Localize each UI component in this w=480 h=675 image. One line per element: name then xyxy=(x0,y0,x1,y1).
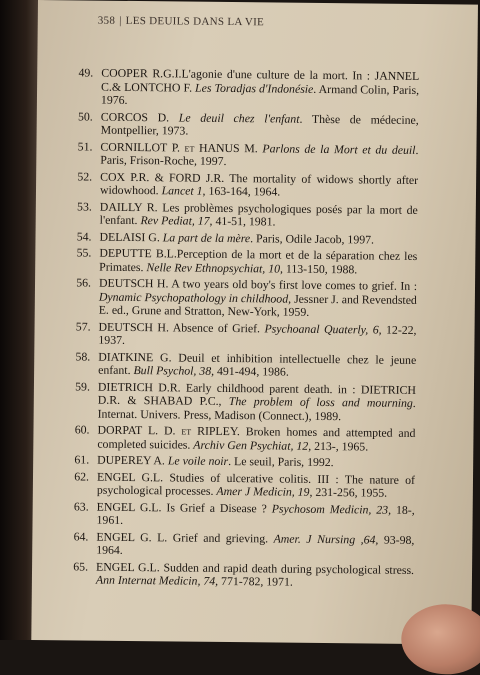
reference-details: , 93-98, 1964. xyxy=(96,532,415,557)
reference-author: DIETRICH D.R. xyxy=(97,379,181,395)
reference-text: Broken homes and attempted and completed suicides. xyxy=(97,424,416,452)
reference-details: . Internat. Univers. Press, Madison (Connect.), 1989. xyxy=(97,395,416,423)
reference-details: , 12-22, 1937. xyxy=(98,322,417,347)
reference-text: L'agonie d'une culture de la mort. In : JANNEL C.& LONTCHO F. xyxy=(101,66,420,95)
reference-details: , 491-494, 1986. xyxy=(211,363,289,379)
reference-text: Is Grief a Disease ? xyxy=(161,499,272,515)
reference-author: ENGEL G.L. xyxy=(96,559,160,574)
reference-number: 55. xyxy=(76,245,92,260)
reference-text xyxy=(169,110,179,124)
reference-author: DEUTSCH H. xyxy=(98,275,169,291)
reference-details: . Armand Colin, Paris, 1976. xyxy=(100,81,420,107)
reference-number: 53. xyxy=(77,198,92,214)
reference-entry xyxy=(76,228,417,247)
reference-text: Absence of Grief. xyxy=(168,319,265,335)
reference-entry xyxy=(74,468,416,500)
reference-italic: Bull Psychol, 38 xyxy=(133,363,212,378)
book-page xyxy=(31,0,478,645)
reference-number: 54. xyxy=(76,228,92,244)
reference-entry xyxy=(73,558,415,590)
reference-author: DELAISI G. xyxy=(99,229,160,244)
reference-number: 57. xyxy=(75,318,91,334)
reference-entry xyxy=(75,348,417,380)
running-title: LES DEUILS DANS LA VIE xyxy=(125,14,265,29)
reference-italic: Rev Pediat, 17 xyxy=(140,213,210,228)
reference-italic: Le deuil chez l'enfant xyxy=(178,109,300,126)
reference-author: DORPAT L. D. et RIPLEY. xyxy=(97,422,240,439)
reference-author: DAILLY R. xyxy=(99,199,158,214)
reference-number: 56. xyxy=(76,275,92,290)
reference-author: ENGEL G.L. xyxy=(96,469,164,484)
reference-author: CORCOS D. xyxy=(100,109,170,124)
reference-author: DEUTSCH H. xyxy=(98,319,170,334)
reference-italic: Ann Internat Medicin, 74 xyxy=(95,572,216,588)
reference-entry xyxy=(75,378,417,424)
reference-entry xyxy=(73,528,415,560)
reference-number: 64. xyxy=(73,528,89,544)
reference-number: 51. xyxy=(77,138,93,154)
reference-entry xyxy=(76,245,418,277)
reference-number: 63. xyxy=(73,498,89,514)
reference-author: ENGEL G. L. xyxy=(96,529,168,544)
reference-number: 58. xyxy=(75,348,91,364)
reference-number: 61. xyxy=(74,452,90,467)
reference-author: COOPER R.G.I. xyxy=(101,65,182,81)
reference-details: , 18-, 1961. xyxy=(96,502,415,527)
bibliography-list xyxy=(73,65,420,594)
reference-number: 52. xyxy=(77,168,93,184)
reference-italic: Le voile noir xyxy=(167,453,229,469)
reference-details: , 771-782, 1971. xyxy=(215,573,293,589)
reference-author: DUPEREY A. xyxy=(97,452,165,468)
reference-italic: Archiv Gen Psychiat, 12 xyxy=(193,437,309,453)
reference-number: 59. xyxy=(75,378,91,394)
reference-details: , 113-150, 1988. xyxy=(279,261,358,276)
reference-italic: Amer J Medicin, 19 xyxy=(216,483,310,499)
header-separator: | xyxy=(119,14,122,27)
reference-text: Early childhood parent death. in : DIETRICH D.R. & SHABAD P.C., xyxy=(97,380,417,409)
reference-entry xyxy=(75,318,417,350)
reference-number: 60. xyxy=(74,422,90,437)
reference-details: . Paris, Odile Jacob, 1997. xyxy=(250,230,375,247)
reference-details: , 213-, 1965. xyxy=(308,438,369,453)
reference-author: DEPUTTE B.L. xyxy=(99,245,177,261)
reference-italic: Dynamic Psychopathology in childhood xyxy=(98,289,289,306)
reference-text: The mortality of widows shortly after widowhood. xyxy=(99,170,419,198)
reference-author: COX P.R. & FORD J.R. xyxy=(100,169,225,185)
reference-details: . Thèse de médecine, Montpellier, 1973. xyxy=(100,111,419,138)
reference-italic: Psychosom Medicin, 23 xyxy=(271,500,389,517)
reference-italic: Nelle Rev Ethnopsychiat, 10 xyxy=(146,259,281,276)
reference-italic: Amer. J Nursing ,64 xyxy=(273,530,376,547)
reference-entry xyxy=(74,452,415,471)
reference-entry xyxy=(78,65,420,111)
page-number: 358 xyxy=(97,14,116,27)
reference-number: 65. xyxy=(73,558,89,574)
reference-entry xyxy=(77,168,419,200)
reference-italic: La part de la mère xyxy=(162,229,251,245)
reference-italic: Les Toradjas d'Indonésie xyxy=(195,80,314,96)
reference-details: , Jessner J. and Revendsted E. ed., Grune and Stratton, New-York, 1959. xyxy=(98,291,417,319)
reference-italic: Parlons de la Mort et du deuil xyxy=(262,140,416,157)
reference-number: 62. xyxy=(74,468,90,484)
reference-text: Perception de la mort et de la séparation chez les Primates. xyxy=(99,246,418,274)
reference-text: Studies of ulcerative colitis. III : The nature of psychological processes. xyxy=(96,469,416,498)
reference-author: ENGEL G.L. xyxy=(96,499,162,514)
reference-details: . Le seuil, Paris, 1992. xyxy=(228,454,334,470)
reference-details: , 163-164, 1964. xyxy=(202,183,281,199)
reference-entry xyxy=(77,198,418,230)
reference-italic: Lancet 1 xyxy=(161,183,203,198)
reference-italic: Psychoanal Quaterly, 6 xyxy=(264,320,379,337)
reference-details: , 231-256, 1955. xyxy=(309,484,388,500)
reference-author: DIATKINE G. xyxy=(98,349,172,364)
reference-text: Grief and grieving. xyxy=(167,529,274,545)
reference-entry xyxy=(74,422,416,454)
reference-entry xyxy=(77,108,419,140)
reference-details: . Paris, Frison-Roche, 1997. xyxy=(100,142,419,168)
reference-entry xyxy=(77,138,419,170)
reference-author: CORNILLOT P. et HANUS M. xyxy=(100,139,258,155)
reference-details: , 41-51, 1981. xyxy=(209,213,276,229)
running-header xyxy=(98,15,264,29)
reference-entry xyxy=(76,275,418,321)
reference-italic: The problem of loss and mourning xyxy=(228,394,413,410)
reference-number: 49. xyxy=(78,65,94,80)
reference-text: A two years old boy's first love comes to grief. In : xyxy=(168,276,418,293)
reference-text: Sudden and rapid death during psychological stress. xyxy=(159,559,415,577)
thumb xyxy=(401,604,480,675)
reference-number: 50. xyxy=(77,108,93,124)
reference-entry xyxy=(73,498,415,530)
reference-text: Les problèmes psychologiques posés par la mort de l'enfant. xyxy=(99,199,418,228)
reference-text: Deuil et inhibition intellectuelle chez le jeune enfant. xyxy=(98,349,417,378)
